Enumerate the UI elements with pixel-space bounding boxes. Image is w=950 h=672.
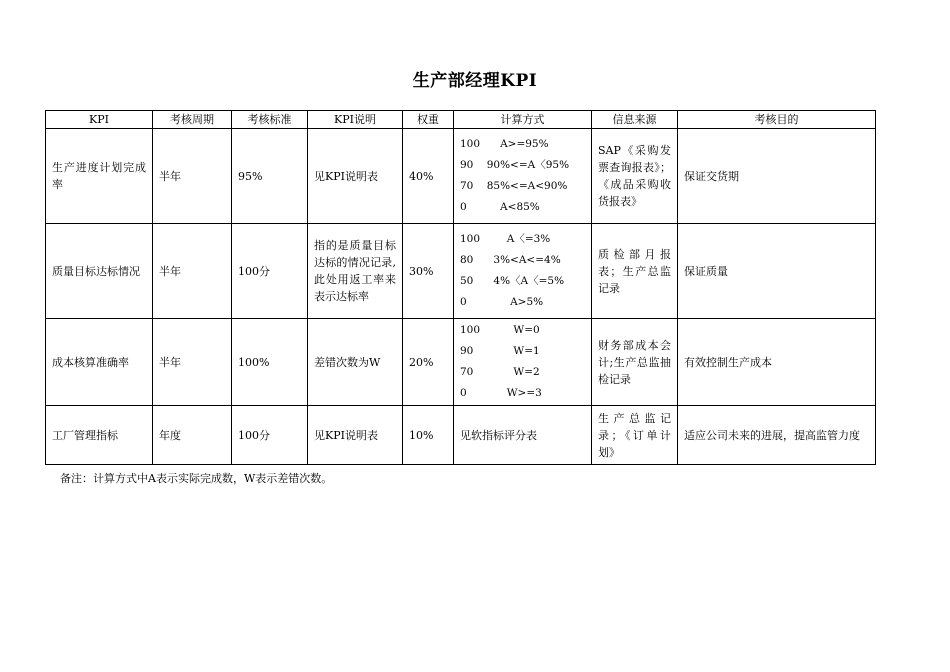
cell-source: SAP《采购发票查询报表》；《成品采购收货报表》 bbox=[592, 129, 678, 224]
cell-purpose: 有效控制生产成本 bbox=[678, 319, 876, 406]
header-period: 考核周期 bbox=[153, 111, 232, 129]
cell-weight: 10% bbox=[403, 406, 454, 465]
cell-source: 财务部成本会计;生产总监抽检记录 bbox=[592, 319, 678, 406]
cell-calc: 见软指标评分表 bbox=[454, 406, 592, 465]
footnote: 备注：计算方式中A表示实际完成数，W表示差错次数。 bbox=[60, 472, 333, 485]
calc-line: 100 A〈=3% bbox=[460, 233, 551, 245]
header-source: 信息来源 bbox=[592, 111, 678, 129]
cell-weight: 40% bbox=[403, 129, 454, 224]
cell-calc bbox=[454, 224, 592, 319]
table-row bbox=[46, 129, 876, 224]
cell-standard: 100分 bbox=[232, 224, 308, 319]
calc-line: 0 A>5% bbox=[460, 296, 544, 308]
page-title: 生产部经理KPI bbox=[412, 71, 538, 91]
table-row bbox=[46, 319, 876, 406]
cell-desc: 差错次数为W bbox=[308, 319, 403, 406]
cell-desc: 见KPI说明表 bbox=[308, 406, 403, 465]
cell-standard: 100分 bbox=[232, 406, 308, 465]
cell-period: 半年 bbox=[153, 224, 232, 319]
cell-purpose: 适应公司未来的进展，提高监管力度 bbox=[678, 406, 876, 465]
cell-standard: 100% bbox=[232, 319, 308, 406]
cell-weight: 20% bbox=[403, 319, 454, 406]
calc-line: 70 85%<=A<90% bbox=[460, 180, 568, 192]
header-desc: KPI说明 bbox=[308, 111, 403, 129]
cell-weight: 30% bbox=[403, 224, 454, 319]
calc-line: 100 A>=95% bbox=[460, 138, 549, 150]
calc-line: 90 90%<=A〈95% bbox=[460, 159, 570, 171]
table-row bbox=[46, 406, 876, 465]
header-calc: 计算方式 bbox=[454, 111, 592, 129]
calc-line: 70 W=2 bbox=[460, 366, 540, 378]
cell-purpose: 保证交货期 bbox=[678, 129, 876, 224]
cell-source: 质检部月报表；生产总监记录 bbox=[592, 224, 678, 319]
calc-line: 100 W=0 bbox=[460, 324, 540, 336]
calc-line: 0 W>=3 bbox=[460, 387, 542, 399]
header-standard: 考核标准 bbox=[232, 111, 308, 129]
cell-calc bbox=[454, 319, 592, 406]
calc-line: 0 A<85% bbox=[460, 201, 540, 213]
cell-calc bbox=[454, 129, 592, 224]
header-weight: 权重 bbox=[403, 111, 454, 129]
cell-period: 年度 bbox=[153, 406, 232, 465]
header-purpose: 考核目的 bbox=[678, 111, 876, 129]
cell-desc: 指的是质量目标达标的情况记录,此处用返工率来表示达标率 bbox=[308, 224, 403, 319]
cell-standard: 95% bbox=[232, 129, 308, 224]
calc-line: 50 4%〈A〈=5% bbox=[460, 275, 565, 287]
cell-kpi: 成本核算准确率 bbox=[46, 319, 153, 406]
cell-source: 生产总监记录；《订单计划》 bbox=[592, 406, 678, 465]
table-row bbox=[46, 224, 876, 319]
cell-purpose: 保证质量 bbox=[678, 224, 876, 319]
header-kpi: KPI bbox=[46, 111, 153, 129]
header-row bbox=[46, 111, 876, 129]
calc-line: 80 3%<A<=4% bbox=[460, 254, 561, 266]
calc-line: 90 W=1 bbox=[460, 345, 540, 357]
cell-desc: 见KPI说明表 bbox=[308, 129, 403, 224]
kpi-table bbox=[45, 110, 876, 465]
cell-period: 半年 bbox=[153, 129, 232, 224]
cell-kpi: 质量目标达标情况 bbox=[46, 224, 153, 319]
cell-period: 半年 bbox=[153, 319, 232, 406]
cell-kpi: 生产进度计划完成率 bbox=[46, 129, 153, 224]
cell-kpi: 工厂管理指标 bbox=[46, 406, 153, 465]
